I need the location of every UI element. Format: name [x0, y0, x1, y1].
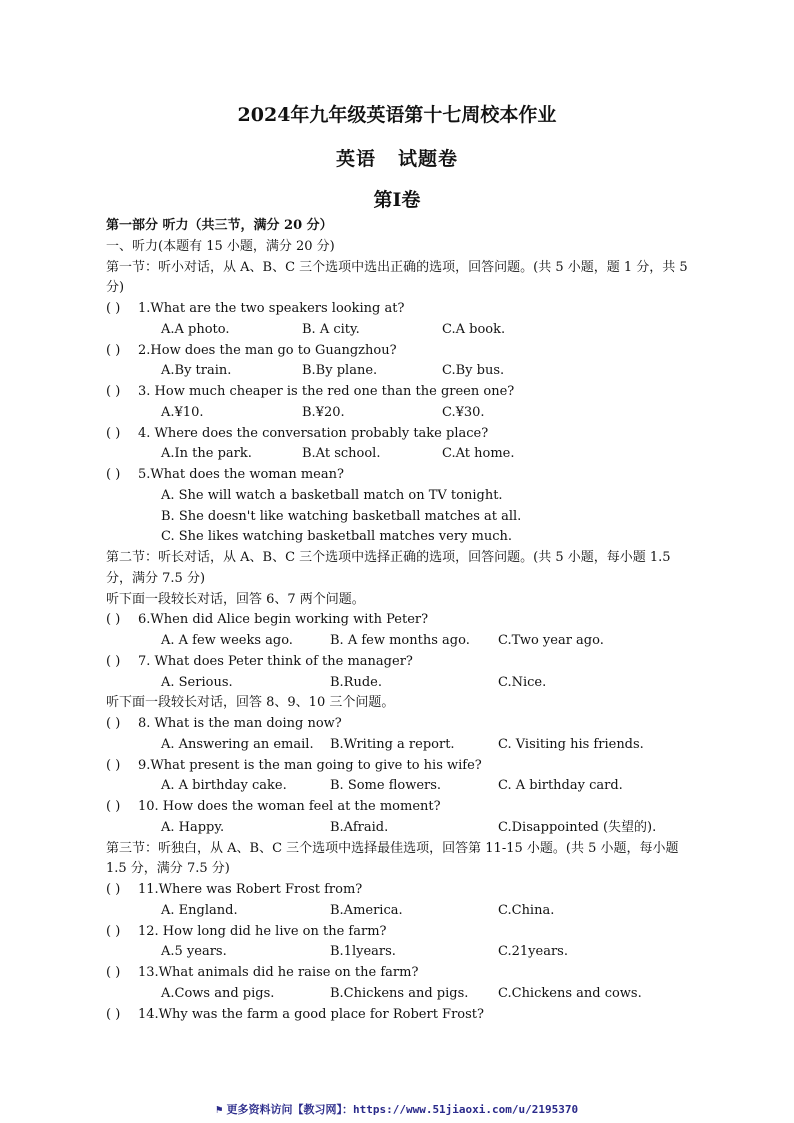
question-text: 2.How does the man go to Guangzhou?	[138, 342, 397, 358]
question-13	[106, 963, 696, 984]
answer-blank[interactable]: ( )	[106, 882, 121, 897]
option-c: C.Disappointed (失望的).	[498, 819, 657, 835]
option-a: A. A few weeks ago.	[161, 633, 293, 648]
option-b: B.¥20.	[302, 404, 345, 420]
passage-instruction-6-7: 听下面一段较长对话，回答 6、7 两个问题。	[106, 591, 365, 607]
options-7	[106, 673, 696, 694]
option-b: B. Some flowers.	[330, 778, 442, 794]
option-c: C.Two year ago.	[498, 633, 604, 648]
question-text: 11.Where was Robert Frost from?	[138, 882, 363, 897]
answer-blank[interactable]: ( )	[106, 965, 121, 980]
question-text: 8. What is the man doing now?	[138, 716, 342, 731]
question-text: 12. How long did he live on the farm?	[138, 923, 387, 939]
option-a: A.¥10.	[161, 404, 204, 420]
option-c: C.At home.	[442, 446, 515, 462]
subject-label: 英语	[335, 148, 376, 170]
options-9	[106, 776, 696, 797]
answer-blank[interactable]: ( )	[106, 653, 121, 669]
flag-icon: ⚑	[215, 1103, 223, 1116]
option-a: A. Serious.	[161, 674, 233, 690]
option-c: C. A birthday card.	[498, 778, 623, 794]
passage-instruction-8-10: 听下面一段较长对话，回答 8、9、10 三个问题。	[106, 695, 395, 711]
option-c: C.By bus.	[442, 363, 505, 379]
option-c: C.¥30.	[442, 404, 485, 420]
option-b: B.By plane.	[302, 363, 378, 379]
footer-link[interactable]	[0, 1101, 794, 1117]
option-c: C.China.	[498, 902, 555, 918]
volume-label: 第Ⅰ卷	[373, 189, 421, 211]
question-8	[106, 714, 696, 735]
option-b: B.Chickens and pigs.	[330, 985, 469, 1001]
question-14	[106, 1005, 696, 1026]
question-11	[106, 880, 696, 901]
options-11	[106, 901, 696, 922]
answer-blank[interactable]: ( )	[106, 467, 121, 482]
question-text: 6.When did Alice begin working with Peter?	[138, 612, 429, 628]
option-a: A. She will watch a basketball match on TV tonight.	[161, 487, 503, 503]
question-text: 14.Why was the farm a good place for Robert Frost?	[138, 1006, 484, 1022]
answer-blank[interactable]: ( )	[106, 1006, 121, 1022]
answer-blank[interactable]: ( )	[106, 612, 121, 628]
option-b: B.Writing a report.	[330, 736, 455, 752]
option-c: C.A book.	[442, 321, 506, 337]
question-7	[106, 652, 696, 673]
document-title: 2024年九年级英语第十七周校本作业	[237, 104, 557, 126]
option-c: C.21years.	[498, 944, 568, 960]
question-text: 9.What present is the man going to give to his wife?	[138, 757, 482, 773]
option-b: B.America.	[330, 902, 403, 918]
options-4	[106, 444, 696, 465]
option-a: A.In the park.	[161, 446, 252, 462]
listening-intro: 一、听力(本题有 15 小题，满分 20 分)	[106, 238, 335, 254]
question-text: 1.What are the two speakers looking at?	[138, 301, 405, 316]
option-c: C. She likes watching basketball matches very much.	[161, 529, 513, 545]
question-text: 4. Where does the conversation probably take place?	[138, 425, 489, 441]
option-a: A. Answering an email.	[161, 736, 314, 752]
answer-blank[interactable]: ( )	[106, 425, 121, 441]
question-1	[106, 299, 696, 320]
option-b: B. A city.	[302, 321, 360, 337]
question-text: 13.What animals did he raise on the farm?	[138, 965, 419, 980]
question-12	[106, 922, 696, 943]
options-8	[106, 735, 696, 756]
options-13	[106, 984, 696, 1005]
option-b: B.Afraid.	[330, 819, 389, 835]
question-body	[106, 216, 696, 1025]
option-b: B. She doesn't like watching basketball matches at all.	[161, 508, 522, 524]
question-text: 5.What does the woman mean?	[138, 467, 344, 482]
question-4	[106, 424, 696, 445]
subtitle	[0, 144, 794, 171]
options-2	[106, 361, 696, 382]
option-b: B.Rude.	[330, 674, 382, 690]
option-a: A. England.	[161, 902, 238, 918]
options-1	[106, 320, 696, 341]
part-heading: 第一部分 听力（共三节，满分 20 分）	[106, 218, 333, 233]
option-a: A.A photo.	[161, 321, 230, 337]
answer-blank[interactable]: ( )	[106, 757, 121, 773]
section3-instructions: 第三节：听独白，从 A、B、C 三个选项中选择最佳选项，回答第 11-15 小题。(共 5 小题，每小题 1.5 分，满分 7.5 分)	[106, 840, 679, 877]
answer-blank[interactable]: ( )	[106, 384, 121, 399]
option-a: A.5 years.	[161, 944, 227, 960]
options-10	[106, 818, 696, 839]
option-a: A.By train.	[161, 363, 232, 379]
option-a: A. Happy.	[161, 819, 225, 835]
question-text: 7. What does Peter think of the manager?	[138, 653, 413, 669]
section2-instructions: 第二节：听长对话，从 A、B、C 三个选项中选择正确的选项，回答问题。(共 5 小题，每小题 1.5 分，满分 7.5 分)	[106, 550, 671, 586]
footer-text[interactable]: 更多资料访问【教习网】：https://www.51jiaoxi.com/u/2195370	[226, 1103, 579, 1116]
question-text: 3. How much cheaper is the red one than the green one?	[138, 384, 515, 399]
answer-blank[interactable]: ( )	[106, 716, 121, 731]
question-10	[106, 797, 696, 818]
answer-blank[interactable]: ( )	[106, 923, 121, 939]
options-3	[106, 403, 696, 424]
options-12	[106, 942, 696, 963]
option-c: C.Chickens and cows.	[498, 985, 642, 1001]
paper-label: 试题卷	[398, 148, 459, 170]
option-a: A.Cows and pigs.	[161, 985, 275, 1001]
question-3	[106, 382, 696, 403]
answer-blank[interactable]: ( )	[106, 301, 121, 316]
option-c: C.Nice.	[498, 674, 547, 690]
answer-blank[interactable]: ( )	[106, 799, 121, 814]
option-b: B. A few months ago.	[330, 633, 470, 648]
option-b: B.At school.	[302, 446, 381, 462]
option-c: C. Visiting his friends.	[498, 736, 644, 752]
question-6	[106, 610, 696, 631]
option-a: A. A birthday cake.	[161, 778, 287, 794]
question-2	[106, 341, 696, 362]
answer-blank[interactable]: ( )	[106, 342, 121, 358]
option-b: B.1lyears.	[330, 944, 396, 960]
section1-instructions: 第一节：听小对话，从 A、B、C 三个选项中选出正确的选项，回答问题。(共 5 小题，题 1 分，共 5 分)	[106, 259, 688, 296]
question-5	[106, 465, 696, 486]
question-text: 10. How does the woman feel at the moment?	[138, 799, 441, 814]
question-9	[106, 756, 696, 777]
options-6	[106, 631, 696, 652]
